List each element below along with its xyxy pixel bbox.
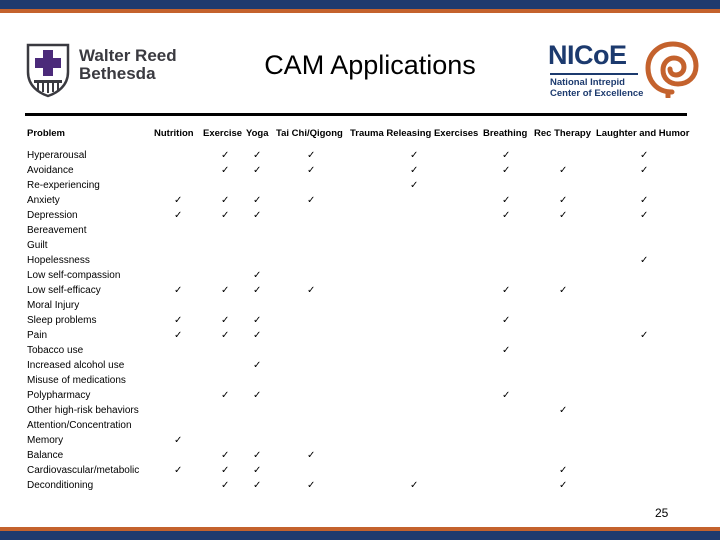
problem-label: Tobacco use bbox=[27, 345, 84, 356]
check-icon: ✓ bbox=[640, 150, 649, 161]
nicoe-wordmark: NICoE bbox=[548, 40, 627, 70]
bottom-navy-bar bbox=[0, 531, 720, 540]
check-icon: ✓ bbox=[640, 255, 649, 266]
problem-label: Guilt bbox=[27, 240, 48, 251]
check-icon: ✓ bbox=[253, 210, 262, 221]
table-row bbox=[27, 195, 697, 210]
problem-label: Low self-compassion bbox=[27, 270, 121, 281]
check-icon: ✓ bbox=[307, 165, 316, 176]
nicoe-logo bbox=[548, 40, 708, 106]
column-header: Tai Chi/Qigong bbox=[276, 128, 343, 139]
problem-label: Pain bbox=[27, 330, 48, 341]
check-icon: ✓ bbox=[502, 390, 511, 401]
check-icon: ✓ bbox=[174, 195, 183, 206]
problem-label: Hyperarousal bbox=[27, 150, 87, 161]
check-icon: ✓ bbox=[502, 345, 511, 356]
column-header: Problem bbox=[27, 128, 66, 139]
nicoe-sub-line2: Center of Excellence bbox=[550, 88, 644, 99]
problem-label: Memory bbox=[27, 435, 64, 446]
check-icon: ✓ bbox=[253, 450, 262, 461]
check-icon: ✓ bbox=[559, 285, 568, 296]
check-icon: ✓ bbox=[221, 285, 230, 296]
check-icon: ✓ bbox=[559, 210, 568, 221]
top-orange-stripe bbox=[0, 9, 720, 13]
check-icon: ✓ bbox=[640, 210, 649, 221]
nicoe-underline bbox=[550, 73, 638, 75]
check-icon: ✓ bbox=[307, 285, 316, 296]
column-header: Breathing bbox=[483, 128, 528, 139]
problem-label: Attention/Concentration bbox=[27, 420, 132, 431]
check-icon: ✓ bbox=[221, 480, 230, 491]
check-icon: ✓ bbox=[502, 210, 511, 221]
problem-label: Deconditioning bbox=[27, 480, 94, 491]
column-header: Yoga bbox=[246, 128, 269, 139]
table-row bbox=[27, 180, 697, 195]
check-icon: ✓ bbox=[174, 285, 183, 296]
table-row bbox=[27, 285, 697, 300]
check-icon: ✓ bbox=[307, 480, 316, 491]
check-icon: ✓ bbox=[253, 360, 262, 371]
problem-label: Misuse of medications bbox=[27, 375, 126, 386]
problem-label: Cardiovascular/metabolic bbox=[27, 465, 140, 476]
problem-label: Sleep problems bbox=[27, 315, 97, 326]
check-icon: ✓ bbox=[640, 165, 649, 176]
problem-label: Moral Injury bbox=[27, 300, 80, 311]
check-icon: ✓ bbox=[174, 435, 183, 446]
check-icon: ✓ bbox=[253, 390, 262, 401]
check-icon: ✓ bbox=[253, 465, 262, 476]
check-icon: ✓ bbox=[502, 285, 511, 296]
brain-spiral-icon bbox=[644, 40, 700, 98]
table-row bbox=[27, 390, 697, 405]
check-icon: ✓ bbox=[174, 315, 183, 326]
check-icon: ✓ bbox=[221, 315, 230, 326]
problem-label: Avoidance bbox=[27, 165, 74, 176]
table-row bbox=[27, 255, 697, 270]
problem-label: Bereavement bbox=[27, 225, 87, 236]
check-icon: ✓ bbox=[221, 465, 230, 476]
check-icon: ✓ bbox=[410, 480, 419, 491]
check-icon: ✓ bbox=[559, 480, 568, 491]
title-divider bbox=[25, 113, 687, 116]
table-row bbox=[27, 420, 697, 435]
problem-label: Polypharmacy bbox=[27, 390, 91, 401]
check-icon: ✓ bbox=[253, 270, 262, 281]
column-header: Laughter and Humor bbox=[596, 128, 690, 139]
check-icon: ✓ bbox=[502, 195, 511, 206]
check-icon: ✓ bbox=[221, 150, 230, 161]
check-icon: ✓ bbox=[253, 285, 262, 296]
problem-label: Depression bbox=[27, 210, 78, 221]
walter-reed-line2: Bethesda bbox=[79, 64, 156, 83]
page-number: 25 bbox=[655, 506, 669, 520]
column-header: Rec Therapy bbox=[534, 128, 592, 139]
check-icon: ✓ bbox=[174, 210, 183, 221]
problem-label: Low self-efficacy bbox=[27, 285, 101, 296]
check-icon: ✓ bbox=[307, 195, 316, 206]
walter-reed-logo bbox=[25, 42, 185, 102]
check-icon: ✓ bbox=[253, 165, 262, 176]
check-icon: ✓ bbox=[307, 150, 316, 161]
table-row bbox=[27, 225, 697, 240]
problem-label: Increased alcohol use bbox=[27, 360, 125, 371]
table-row bbox=[27, 300, 697, 315]
problem-label: Other high-risk behaviors bbox=[27, 405, 139, 416]
table-row bbox=[27, 165, 697, 180]
top-navy-bar bbox=[0, 0, 720, 9]
table-row bbox=[27, 480, 697, 495]
table-row bbox=[27, 435, 697, 450]
check-icon: ✓ bbox=[221, 195, 230, 206]
check-icon: ✓ bbox=[221, 450, 230, 461]
nicoe-subtitle bbox=[550, 77, 643, 99]
table-row bbox=[27, 465, 697, 480]
problem-label: Hopelessness bbox=[27, 255, 90, 266]
check-icon: ✓ bbox=[221, 330, 230, 341]
check-icon: ✓ bbox=[559, 465, 568, 476]
check-icon: ✓ bbox=[502, 150, 511, 161]
check-icon: ✓ bbox=[221, 210, 230, 221]
check-icon: ✓ bbox=[253, 480, 262, 491]
check-icon: ✓ bbox=[307, 450, 316, 461]
table-row bbox=[27, 405, 697, 420]
column-header: Exercise bbox=[203, 128, 243, 139]
check-icon: ✓ bbox=[221, 390, 230, 401]
walter-reed-wordmark bbox=[79, 47, 177, 83]
check-icon: ✓ bbox=[640, 195, 649, 206]
check-icon: ✓ bbox=[253, 315, 262, 326]
table-row bbox=[27, 270, 697, 285]
check-icon: ✓ bbox=[559, 405, 568, 416]
column-header: Trauma Releasing Exercises bbox=[350, 128, 479, 139]
table-row bbox=[27, 345, 697, 360]
check-icon: ✓ bbox=[253, 150, 262, 161]
table-row bbox=[27, 375, 697, 390]
table-row bbox=[27, 315, 697, 330]
shield-cross-icon bbox=[25, 42, 71, 98]
check-icon: ✓ bbox=[502, 165, 511, 176]
problem-label: Re-experiencing bbox=[27, 180, 100, 191]
table-row bbox=[27, 240, 697, 255]
check-icon: ✓ bbox=[221, 165, 230, 176]
table-row bbox=[27, 360, 697, 375]
table-row bbox=[27, 150, 697, 165]
cam-matrix bbox=[27, 128, 697, 491]
check-icon: ✓ bbox=[502, 315, 511, 326]
table-row bbox=[27, 210, 697, 225]
check-icon: ✓ bbox=[253, 330, 262, 341]
check-icon: ✓ bbox=[559, 165, 568, 176]
check-icon: ✓ bbox=[410, 165, 419, 176]
check-icon: ✓ bbox=[410, 150, 419, 161]
check-icon: ✓ bbox=[559, 195, 568, 206]
check-icon: ✓ bbox=[174, 330, 183, 341]
column-header: Nutrition bbox=[154, 128, 194, 139]
table-row bbox=[27, 330, 697, 345]
check-icon: ✓ bbox=[174, 465, 183, 476]
problem-label: Anxiety bbox=[27, 195, 60, 206]
check-icon: ✓ bbox=[410, 180, 419, 191]
check-icon: ✓ bbox=[640, 330, 649, 341]
check-icon: ✓ bbox=[253, 195, 262, 206]
problem-label: Balance bbox=[27, 450, 64, 461]
slide-title: CAM Applications bbox=[264, 50, 476, 80]
walter-reed-line1: Walter Reed bbox=[79, 46, 177, 65]
table-row bbox=[27, 450, 697, 465]
nicoe-sub-line1: National Intrepid bbox=[550, 77, 625, 88]
